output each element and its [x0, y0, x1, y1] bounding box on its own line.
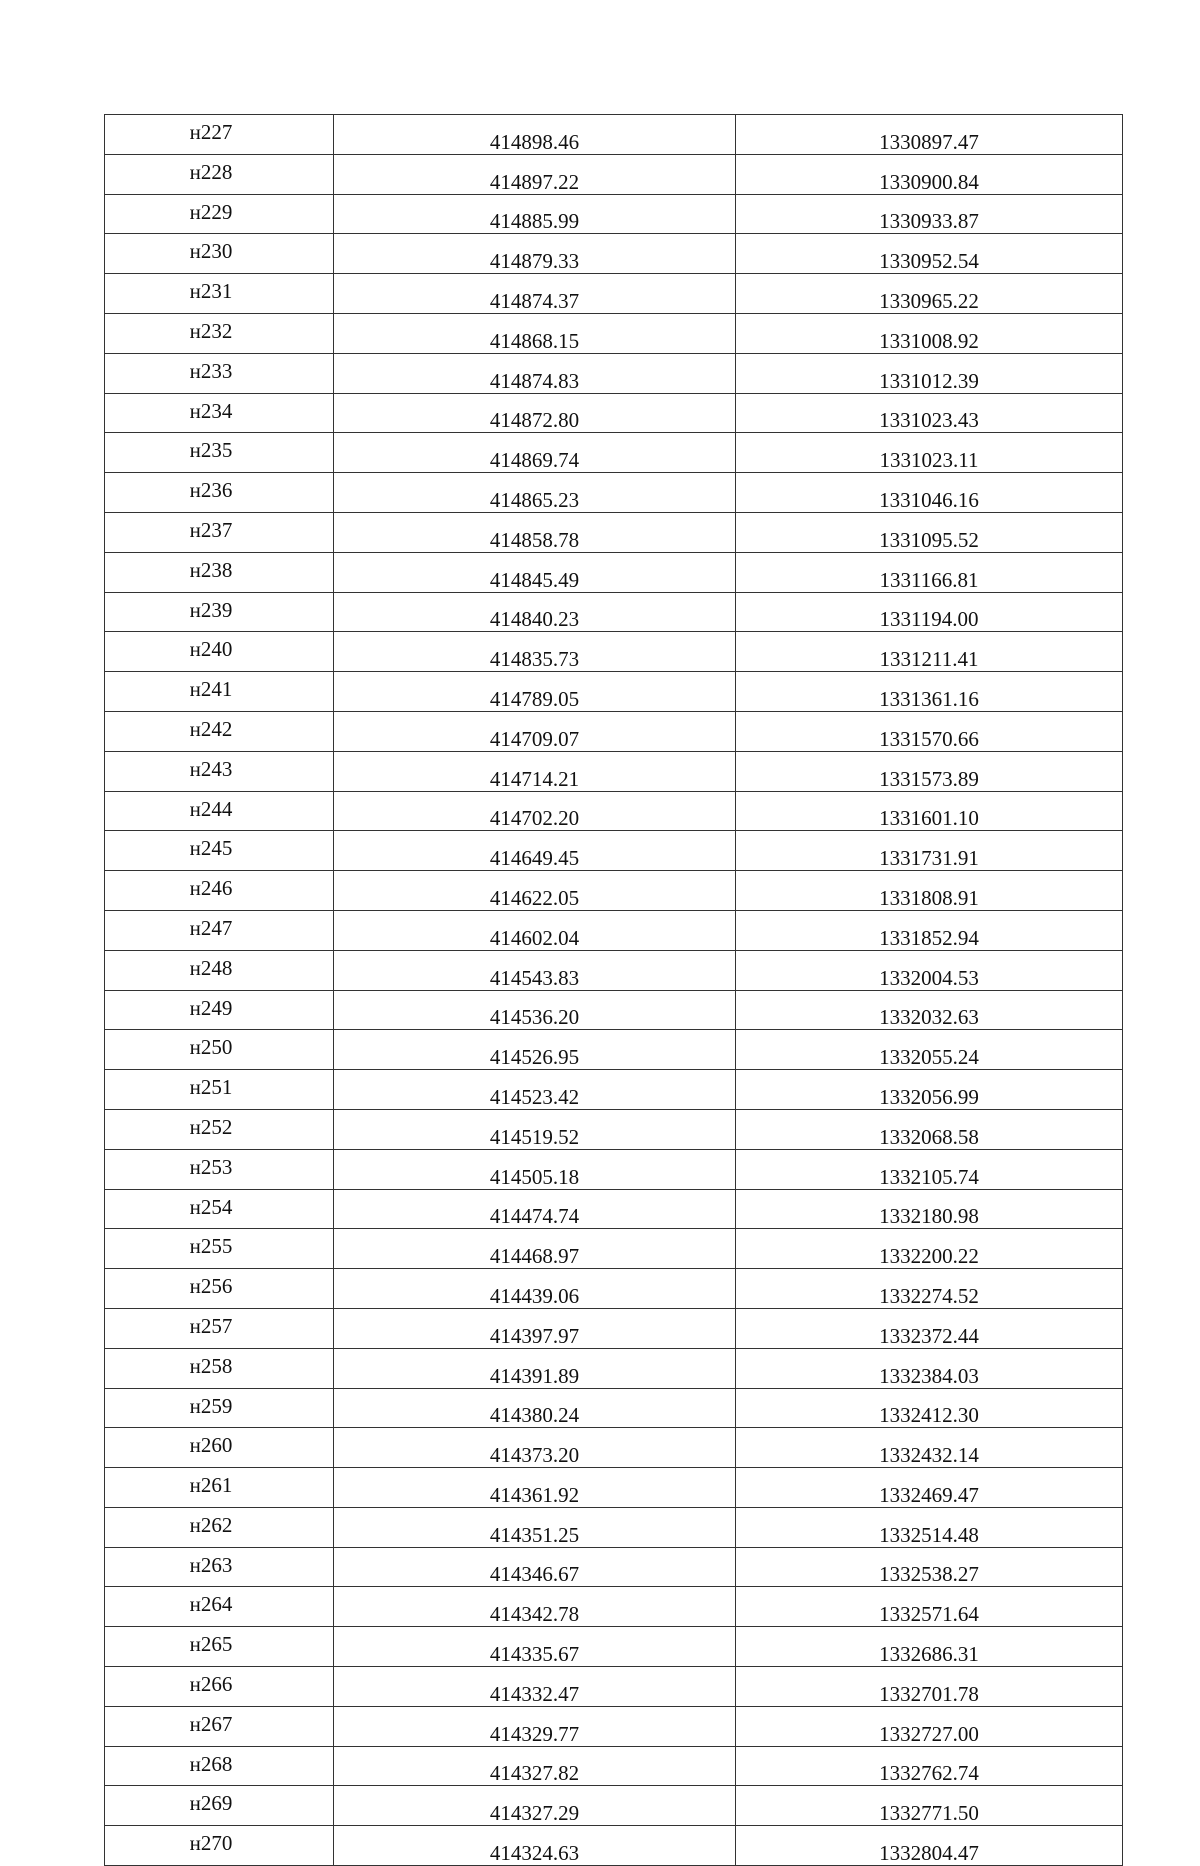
- table-row: [105, 910, 1123, 950]
- point-id-cell: н229: [105, 194, 334, 234]
- y-coordinate-cell: 1331573.89: [736, 751, 1123, 791]
- y-coordinate-cell: 1330965.22: [736, 274, 1123, 314]
- x-coordinate-cell: 414845.49: [334, 552, 736, 592]
- point-id-cell: н250: [105, 1030, 334, 1070]
- table-row: [105, 1149, 1123, 1189]
- table-row: [105, 313, 1123, 353]
- y-coordinate-cell: 1331023.11: [736, 433, 1123, 473]
- point-id-cell: н255: [105, 1229, 334, 1269]
- y-coordinate-cell: 1332469.47: [736, 1468, 1123, 1508]
- y-coordinate-cell: 1330897.47: [736, 115, 1123, 155]
- table-row: [105, 672, 1123, 712]
- x-coordinate-cell: 414397.97: [334, 1308, 736, 1348]
- table-row: [105, 632, 1123, 672]
- x-coordinate-cell: 414468.97: [334, 1229, 736, 1269]
- x-coordinate-cell: 414373.20: [334, 1428, 736, 1468]
- x-coordinate-cell: 414391.89: [334, 1348, 736, 1388]
- point-id-cell: н232: [105, 313, 334, 353]
- table-row: [105, 274, 1123, 314]
- point-id-cell: н238: [105, 552, 334, 592]
- point-id-cell: н252: [105, 1109, 334, 1149]
- x-coordinate-cell: 414868.15: [334, 313, 736, 353]
- table-row: [105, 1348, 1123, 1388]
- x-coordinate-cell: 414858.78: [334, 512, 736, 552]
- table-row: [105, 990, 1123, 1030]
- x-coordinate-cell: 414885.99: [334, 194, 736, 234]
- table-row: [105, 552, 1123, 592]
- x-coordinate-cell: 414714.21: [334, 751, 736, 791]
- table-row: [105, 194, 1123, 234]
- point-id-cell: н253: [105, 1149, 334, 1189]
- y-coordinate-cell: 1331023.43: [736, 393, 1123, 433]
- table-row: [105, 1826, 1123, 1866]
- table-row: [105, 234, 1123, 274]
- y-coordinate-cell: 1331852.94: [736, 910, 1123, 950]
- y-coordinate-cell: 1332701.78: [736, 1667, 1123, 1707]
- y-coordinate-cell: 1332432.14: [736, 1428, 1123, 1468]
- y-coordinate-cell: 1332384.03: [736, 1348, 1123, 1388]
- point-id-cell: н270: [105, 1826, 334, 1866]
- table-row: [105, 1786, 1123, 1826]
- point-id-cell: н256: [105, 1269, 334, 1309]
- point-id-cell: н266: [105, 1667, 334, 1707]
- x-coordinate-cell: 414709.07: [334, 711, 736, 751]
- point-id-cell: н261: [105, 1468, 334, 1508]
- point-id-cell: н264: [105, 1587, 334, 1627]
- table-row: [105, 393, 1123, 433]
- table-row: [105, 1308, 1123, 1348]
- x-coordinate-cell: 414439.06: [334, 1269, 736, 1309]
- x-coordinate-cell: 414505.18: [334, 1149, 736, 1189]
- x-coordinate-cell: 414789.05: [334, 672, 736, 712]
- table-row: [105, 711, 1123, 751]
- y-coordinate-cell: 1331601.10: [736, 791, 1123, 831]
- y-coordinate-cell: 1331194.00: [736, 592, 1123, 632]
- y-coordinate-cell: 1331166.81: [736, 552, 1123, 592]
- x-coordinate-cell: 414869.74: [334, 433, 736, 473]
- x-coordinate-cell: 414351.25: [334, 1507, 736, 1547]
- y-coordinate-cell: 1331095.52: [736, 512, 1123, 552]
- y-coordinate-cell: 1332068.58: [736, 1109, 1123, 1149]
- x-coordinate-cell: 414526.95: [334, 1030, 736, 1070]
- table-row: [105, 1229, 1123, 1269]
- point-id-cell: н259: [105, 1388, 334, 1428]
- y-coordinate-cell: 1331211.41: [736, 632, 1123, 672]
- table-row: [105, 1428, 1123, 1468]
- x-coordinate-cell: 414332.47: [334, 1667, 736, 1707]
- x-coordinate-cell: 414342.78: [334, 1587, 736, 1627]
- x-coordinate-cell: 414361.92: [334, 1468, 736, 1508]
- table-row: [105, 751, 1123, 791]
- table-row: [105, 1269, 1123, 1309]
- point-id-cell: н257: [105, 1308, 334, 1348]
- y-coordinate-cell: 1331808.91: [736, 871, 1123, 911]
- table-row: [105, 1587, 1123, 1627]
- y-coordinate-cell: 1332771.50: [736, 1786, 1123, 1826]
- y-coordinate-cell: 1332412.30: [736, 1388, 1123, 1428]
- point-id-cell: н233: [105, 353, 334, 393]
- point-id-cell: н237: [105, 512, 334, 552]
- x-coordinate-cell: 414872.80: [334, 393, 736, 433]
- x-coordinate-cell: 414346.67: [334, 1547, 736, 1587]
- point-id-cell: н247: [105, 910, 334, 950]
- table-row: [105, 1388, 1123, 1428]
- x-coordinate-cell: 414380.24: [334, 1388, 736, 1428]
- point-id-cell: н267: [105, 1706, 334, 1746]
- x-coordinate-cell: 414835.73: [334, 632, 736, 672]
- point-id-cell: н230: [105, 234, 334, 274]
- point-id-cell: н268: [105, 1746, 334, 1786]
- point-id-cell: н265: [105, 1627, 334, 1667]
- point-id-cell: н241: [105, 672, 334, 712]
- y-coordinate-cell: 1331046.16: [736, 473, 1123, 513]
- y-coordinate-cell: 1332274.52: [736, 1269, 1123, 1309]
- point-id-cell: н246: [105, 871, 334, 911]
- x-coordinate-cell: 414898.46: [334, 115, 736, 155]
- y-coordinate-cell: 1331361.16: [736, 672, 1123, 712]
- x-coordinate-cell: 414474.74: [334, 1189, 736, 1229]
- y-coordinate-cell: 1331008.92: [736, 313, 1123, 353]
- table-row: [105, 1547, 1123, 1587]
- x-coordinate-cell: 414602.04: [334, 910, 736, 950]
- table-row: [105, 1109, 1123, 1149]
- table-row: [105, 473, 1123, 513]
- x-coordinate-cell: 414519.52: [334, 1109, 736, 1149]
- table-row: [105, 1706, 1123, 1746]
- x-coordinate-cell: 414649.45: [334, 831, 736, 871]
- y-coordinate-cell: 1332514.48: [736, 1507, 1123, 1547]
- y-coordinate-cell: 1331012.39: [736, 353, 1123, 393]
- y-coordinate-cell: 1332762.74: [736, 1746, 1123, 1786]
- table-row: [105, 592, 1123, 632]
- y-coordinate-cell: 1330933.87: [736, 194, 1123, 234]
- x-coordinate-cell: 414536.20: [334, 990, 736, 1030]
- y-coordinate-cell: 1330900.84: [736, 154, 1123, 194]
- x-coordinate-cell: 414335.67: [334, 1627, 736, 1667]
- table-row: [105, 433, 1123, 473]
- table-row: [105, 831, 1123, 871]
- y-coordinate-cell: 1332180.98: [736, 1189, 1123, 1229]
- table-row: [105, 1627, 1123, 1667]
- table-row: [105, 1030, 1123, 1070]
- x-coordinate-cell: 414879.33: [334, 234, 736, 274]
- y-coordinate-cell: 1332727.00: [736, 1706, 1123, 1746]
- x-coordinate-cell: 414622.05: [334, 871, 736, 911]
- coordinates-table-body: [105, 115, 1123, 1866]
- x-coordinate-cell: 414840.23: [334, 592, 736, 632]
- point-id-cell: н242: [105, 711, 334, 751]
- y-coordinate-cell: 1332372.44: [736, 1308, 1123, 1348]
- table-row: [105, 353, 1123, 393]
- x-coordinate-cell: 414897.22: [334, 154, 736, 194]
- point-id-cell: н243: [105, 751, 334, 791]
- y-coordinate-cell: 1332105.74: [736, 1149, 1123, 1189]
- y-coordinate-cell: 1331570.66: [736, 711, 1123, 751]
- table-row: [105, 1070, 1123, 1110]
- x-coordinate-cell: 414874.37: [334, 274, 736, 314]
- y-coordinate-cell: 1332032.63: [736, 990, 1123, 1030]
- point-id-cell: н244: [105, 791, 334, 831]
- table-row: [105, 1189, 1123, 1229]
- x-coordinate-cell: 414523.42: [334, 1070, 736, 1110]
- x-coordinate-cell: 414324.63: [334, 1826, 736, 1866]
- y-coordinate-cell: 1332538.27: [736, 1547, 1123, 1587]
- coordinates-table: [104, 114, 1123, 1866]
- point-id-cell: н231: [105, 274, 334, 314]
- point-id-cell: н235: [105, 433, 334, 473]
- y-coordinate-cell: 1332804.47: [736, 1826, 1123, 1866]
- point-id-cell: н258: [105, 1348, 334, 1388]
- y-coordinate-cell: 1331731.91: [736, 831, 1123, 871]
- table-row: [105, 1468, 1123, 1508]
- x-coordinate-cell: 414327.82: [334, 1746, 736, 1786]
- x-coordinate-cell: 414702.20: [334, 791, 736, 831]
- point-id-cell: н263: [105, 1547, 334, 1587]
- x-coordinate-cell: 414543.83: [334, 950, 736, 990]
- table-row: [105, 154, 1123, 194]
- table-row: [105, 1667, 1123, 1707]
- point-id-cell: н262: [105, 1507, 334, 1547]
- point-id-cell: н249: [105, 990, 334, 1030]
- x-coordinate-cell: 414327.29: [334, 1786, 736, 1826]
- y-coordinate-cell: 1332200.22: [736, 1229, 1123, 1269]
- point-id-cell: н245: [105, 831, 334, 871]
- table-row: [105, 871, 1123, 911]
- table-row: [105, 115, 1123, 155]
- y-coordinate-cell: 1332056.99: [736, 1070, 1123, 1110]
- x-coordinate-cell: 414329.77: [334, 1706, 736, 1746]
- y-coordinate-cell: 1332686.31: [736, 1627, 1123, 1667]
- y-coordinate-cell: 1332055.24: [736, 1030, 1123, 1070]
- x-coordinate-cell: 414865.23: [334, 473, 736, 513]
- table-row: [105, 1746, 1123, 1786]
- point-id-cell: н240: [105, 632, 334, 672]
- x-coordinate-cell: 414874.83: [334, 353, 736, 393]
- point-id-cell: н269: [105, 1786, 334, 1826]
- point-id-cell: н236: [105, 473, 334, 513]
- point-id-cell: н234: [105, 393, 334, 433]
- point-id-cell: н228: [105, 154, 334, 194]
- y-coordinate-cell: 1332571.64: [736, 1587, 1123, 1627]
- point-id-cell: н254: [105, 1189, 334, 1229]
- table-row: [105, 791, 1123, 831]
- point-id-cell: н239: [105, 592, 334, 632]
- point-id-cell: н251: [105, 1070, 334, 1110]
- point-id-cell: н248: [105, 950, 334, 990]
- point-id-cell: н227: [105, 115, 334, 155]
- table-row: [105, 950, 1123, 990]
- y-coordinate-cell: 1330952.54: [736, 234, 1123, 274]
- table-row: [105, 512, 1123, 552]
- table-row: [105, 1507, 1123, 1547]
- point-id-cell: н260: [105, 1428, 334, 1468]
- y-coordinate-cell: 1332004.53: [736, 950, 1123, 990]
